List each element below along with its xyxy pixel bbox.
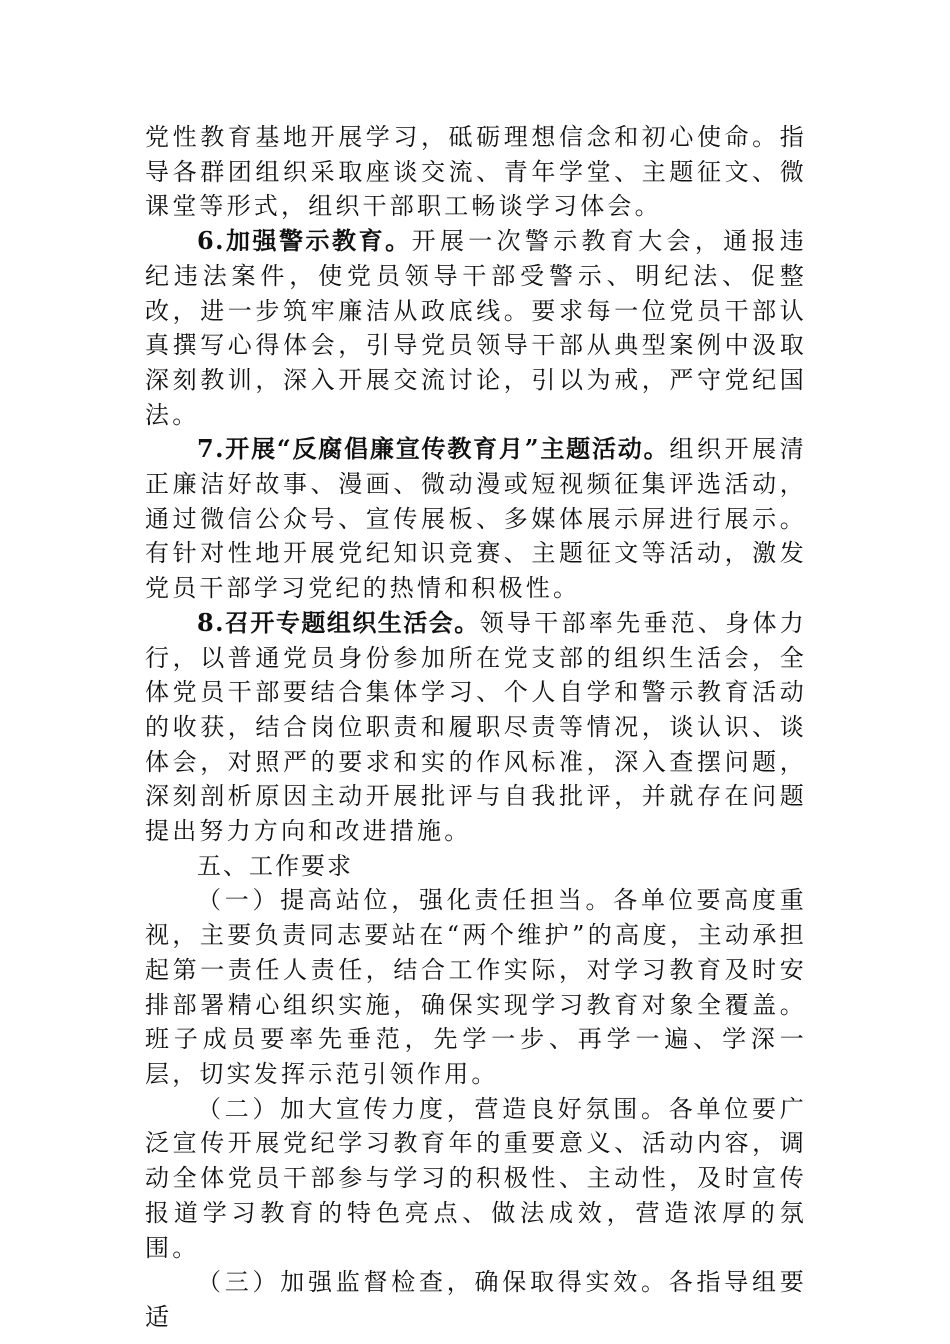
item-heading: 7.开展“反腐倡廉宣传教育月”主题活动。 xyxy=(197,434,670,464)
paragraph-text: 领导干部率先垂范、身体力行，以普通党员身份参加所在党支部的组织生活会，全体党员干部要结合集体学习、个人自学和警示教育活动的收获，结合岗位职责和履职尽责等情况，谈认识、谈体会，对照严的要求和实的作风标准，深入查摆问题，深刻剖析原因主动开展批评与自我批评，并就存在问题提出努力方向和改进措施。 xyxy=(145,608,808,846)
paragraph-item-7 xyxy=(145,432,807,606)
paragraph-item-6 xyxy=(145,224,807,432)
item-heading: 8.召开专题组织生活会。 xyxy=(197,607,480,637)
item-heading: 6.加强警示教育。 xyxy=(197,226,412,256)
paragraph-requirement-1 xyxy=(145,883,807,1091)
paragraph-text: 开展一次警示教育大会，通报违纪违法案件，使党员领导干部受警示、明纪法、促整改，进一步筑牢廉洁从政底线。要求每一位党员干部认真撰写心得体会，引导党员领导干部从典型案例中汲取深刻教训，深入开展交流讨论，引以为戒，严守党纪国法。 xyxy=(145,227,807,429)
paragraph-text: 党性教育基地开展学习，砥砺理想信念和初心使命。指导各群团组织采取座谈交流、青年学堂、主题征文、微课堂等形式，组织干部职工畅谈学习体会。 xyxy=(145,123,807,221)
paragraph-text: （二）加大宣传力度，营造良好氛围。各单位要广泛宣传开展党纪学习教育年的重要意义、活动内容，调动全体党员干部参与学习的积极性、主动性，及时宣传报道学习教育的特色亮点、做法成效，营造浓厚的氛围。 xyxy=(145,1094,807,1262)
paragraph-continued xyxy=(145,120,807,224)
paragraph-requirement-3 xyxy=(145,1265,807,1334)
paragraph-text: （三）加强监督检查，确保取得实效。各指导组要适 xyxy=(145,1268,807,1331)
paragraph-text: 组织开展清正廉洁好故事、漫画、微动漫或短视频征集评选活动，通过微信公众号、宣传展板、多媒体展示屏进行展示。有针对性地开展党纪知识竞赛、主题征文等活动，激发党员干部学习党纪的热情和积极性。 xyxy=(145,435,807,603)
document-page xyxy=(145,120,807,1335)
section-heading: 五、工作要求 xyxy=(197,851,353,880)
paragraph-requirement-2 xyxy=(145,1092,807,1266)
paragraph-item-8 xyxy=(145,606,807,849)
paragraph-text: （一）提高站位，强化责任担当。各单位要高度重视，主要负责同志要站在“两个维护”的高度，主动承担起第一责任人责任，结合工作实际，对学习教育及时安排部署精心组织实施，确保实现学习教育对象全覆盖。班子成员要率先垂范，先学一步、再学一遍、学深一层，切实发挥示范引领作用。 xyxy=(145,886,807,1088)
